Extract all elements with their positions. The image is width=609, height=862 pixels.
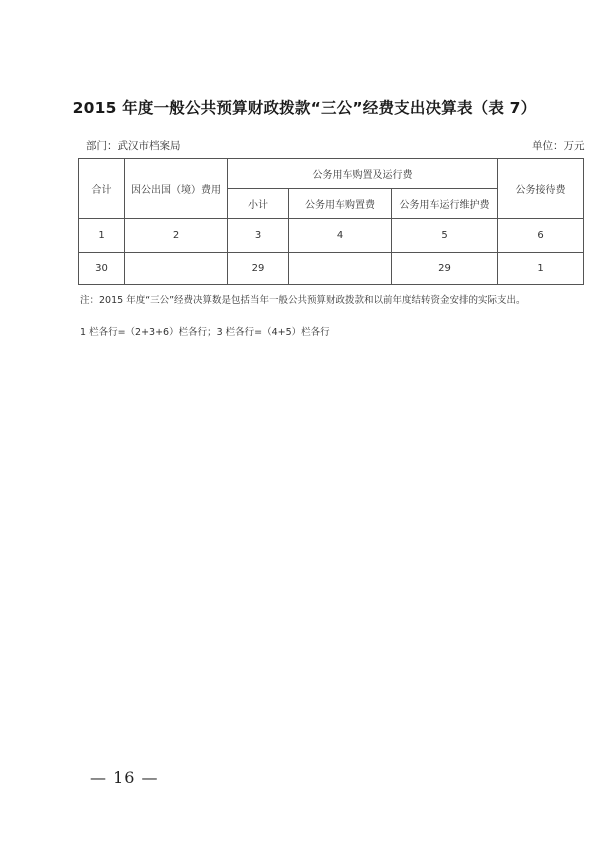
page-title: 2015 年度一般公共预算财政拨款“三公”经费支出决算表（表 7） bbox=[72, 99, 537, 117]
value-row bbox=[79, 253, 584, 285]
footnote: 注：2015 年度“三公”经费决算数是包括当年一般公共预算财政拨款和以前年度结转资金安排的实际支出。 bbox=[80, 295, 526, 306]
header-vehicle-operation: 公务用车运行维护费 bbox=[392, 189, 498, 219]
table-cell bbox=[125, 253, 228, 285]
department-label: 部门：武汉市档案局 bbox=[86, 140, 181, 152]
table-cell: 5 bbox=[392, 219, 498, 253]
header-abroad-expenses: 因公出国（境）费用 bbox=[125, 159, 228, 219]
table-cell: 1 bbox=[79, 219, 125, 253]
table-cell: 2 bbox=[125, 219, 228, 253]
table-cell: 30 bbox=[79, 253, 125, 285]
header-reception: 公务接待费 bbox=[498, 159, 584, 219]
expenditure-table bbox=[78, 158, 584, 285]
index-row bbox=[79, 219, 584, 253]
table-cell bbox=[289, 253, 392, 285]
table-cell: 29 bbox=[228, 253, 289, 285]
column-formula-note: 1 栏各行=（2+3+6）栏各行；3 栏各行=（4+5）栏各行 bbox=[80, 327, 330, 338]
header-subtotal: 小计 bbox=[228, 189, 289, 219]
table-cell: 4 bbox=[289, 219, 392, 253]
table-cell: 29 bbox=[392, 253, 498, 285]
table-cell: 1 bbox=[498, 253, 584, 285]
table-cell: 6 bbox=[498, 219, 584, 253]
page-number: — 16 — bbox=[90, 768, 159, 787]
unit-label: 单位：万元 bbox=[532, 140, 585, 152]
header-row-1 bbox=[79, 159, 584, 189]
table-cell: 3 bbox=[228, 219, 289, 253]
header-total: 合计 bbox=[79, 159, 125, 219]
header-vehicle-purchase: 公务用车购置费 bbox=[289, 189, 392, 219]
header-vehicle-group: 公务用车购置及运行费 bbox=[228, 159, 498, 189]
